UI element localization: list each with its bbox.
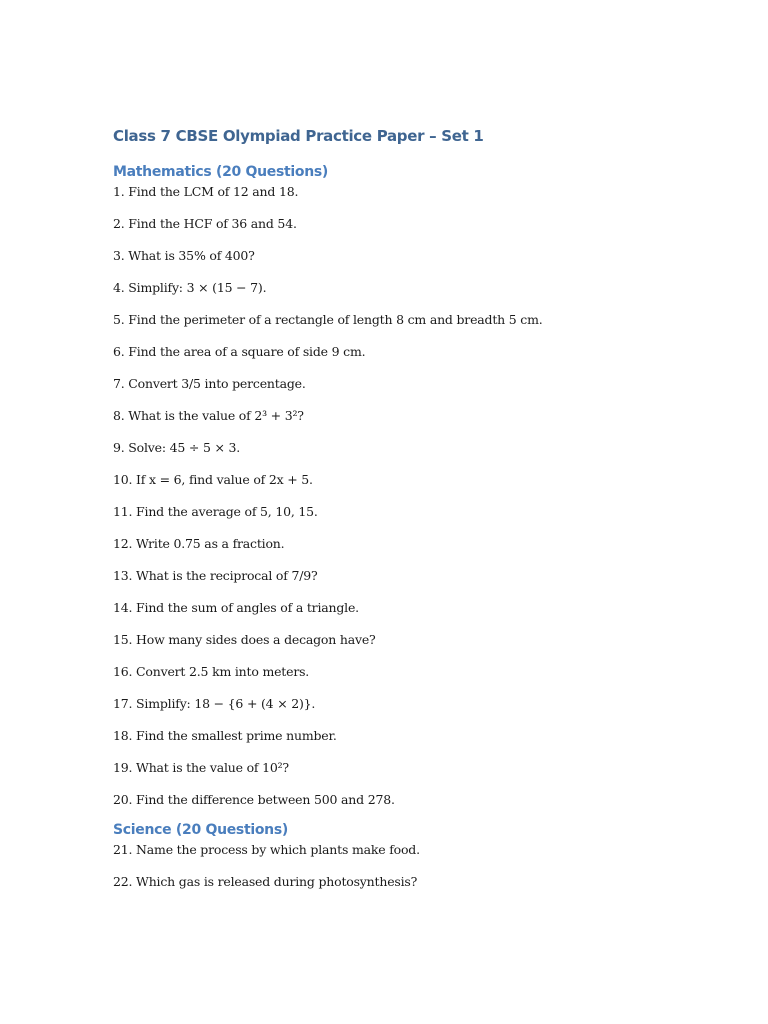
question-item: 22. Which gas is released during photosynthesis? — [113, 874, 418, 889]
question-item: 13. What is the reciprocal of 7/9? — [113, 568, 318, 583]
question-item: 1. Find the LCM of 12 and 18. — [113, 184, 299, 199]
document-title: Class 7 CBSE Olympiad Practice Paper – Set 1 — [113, 127, 484, 145]
question-item: 11. Find the average of 5, 10, 15. — [113, 504, 318, 519]
question-item: 16. Convert 2.5 km into meters. — [113, 664, 310, 679]
question-item: 9. Solve: 45 ÷ 5 × 3. — [113, 440, 241, 455]
question-item: 3. What is 35% of 400? — [113, 248, 255, 263]
question-item: 5. Find the perimeter of a rectangle of length 8 cm and breadth 5 cm. — [113, 312, 543, 327]
question-item: 2. Find the HCF of 36 and 54. — [113, 216, 297, 231]
question-list-mathematics — [113, 184, 733, 810]
question-item: 20. Find the difference between 500 and 278. — [113, 792, 395, 807]
section-science — [113, 820, 733, 892]
question-item: 4. Simplify: 3 × (15 − 7). — [113, 280, 267, 295]
section-heading-science: Science (20 Questions) — [113, 822, 288, 838]
section-heading-mathematics: Mathematics (20 Questions) — [113, 164, 329, 180]
question-item: 21. Name the process by which plants make food. — [113, 842, 420, 857]
question-item: 18. Find the smallest prime number. — [113, 728, 337, 743]
question-item: 17. Simplify: 18 − {6 + (4 × 2)}. — [113, 696, 316, 711]
question-item: 10. If x = 6, find value of 2x + 5. — [113, 472, 313, 487]
question-item: 14. Find the sum of angles of a triangle. — [113, 600, 359, 615]
question-list-science — [113, 842, 733, 892]
section-mathematics — [113, 162, 733, 810]
question-item: 8. What is the value of 2³ + 3²? — [113, 408, 304, 423]
question-item: 7. Convert 3/5 into percentage. — [113, 376, 306, 391]
question-item: 12. Write 0.75 as a fraction. — [113, 536, 285, 551]
question-item: 19. What is the value of 10²? — [113, 760, 289, 775]
document-page — [113, 125, 733, 892]
question-item: 6. Find the area of a square of side 9 cm. — [113, 344, 366, 359]
question-item: 15. How many sides does a decagon have? — [113, 632, 376, 647]
